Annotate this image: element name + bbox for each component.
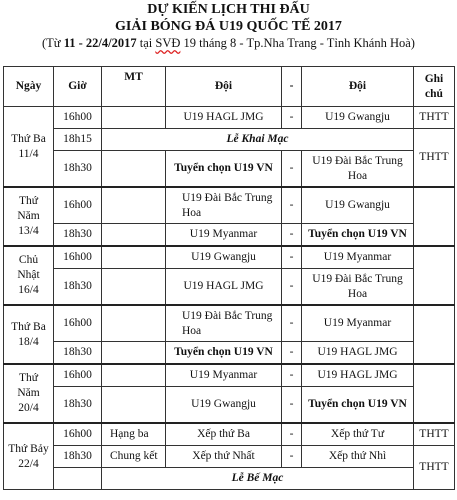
mt-cell: Hạng ba — [102, 423, 166, 446]
date-range: 11 - 22/4/2017 — [63, 36, 137, 50]
team1-cell: U19 Gwangju — [166, 246, 282, 269]
sep-cell: - — [282, 224, 302, 247]
team1-cell: Tuyển chọn U19 VN — [166, 342, 282, 365]
team2-cell: Xếp thứ Tư — [302, 423, 414, 446]
team1-cell: U19 Đài Bắc Trung Hoa — [166, 305, 282, 342]
team1-cell: U19 Gwangju — [166, 387, 282, 424]
day-cell: Thứ Năm 13/4 — [4, 187, 54, 246]
table-row — [4, 246, 455, 269]
time-cell: 16h00 — [54, 107, 102, 129]
time-cell: 18h30 — [54, 269, 102, 306]
team2-cell: Xếp thứ Nhì — [302, 446, 414, 468]
team1-cell: U19 Đài Bắc Trung Hoa — [166, 187, 282, 224]
team1-cell: U19 HAGL JMG — [166, 269, 282, 306]
col-time: Giờ — [54, 67, 102, 107]
team2-cell: U19 HAGL JMG — [302, 342, 414, 365]
time-cell: 18h15 — [54, 129, 102, 151]
day-cell: Thứ Ba 11/4 — [4, 107, 54, 188]
table-row — [4, 129, 455, 151]
time-cell: 18h30 — [54, 224, 102, 247]
team2-cell: Tuyển chọn U19 VN — [302, 224, 414, 247]
table-row — [4, 107, 455, 129]
time-cell: 18h30 — [54, 446, 102, 468]
team1-cell: U19 Myanmar — [166, 364, 282, 387]
team1-cell: U19 HAGL JMG — [166, 107, 282, 129]
team2-cell: U19 Đài Bắc Trung Hoa — [302, 269, 414, 306]
team1-cell: Xếp thứ Nhất — [166, 446, 282, 468]
time-cell: 16h00 — [54, 423, 102, 446]
date-venue-line — [0, 35, 457, 51]
team2-cell: U19 Gwangju — [302, 187, 414, 224]
mt-cell — [102, 342, 166, 365]
table-row — [4, 187, 455, 224]
sep-cell: - — [282, 387, 302, 424]
note-cell — [414, 246, 455, 305]
time-cell: 18h30 — [54, 342, 102, 365]
note-cell: THTT — [414, 423, 455, 446]
tournament-title: GIẢI BÓNG ĐÁ U19 QUỐC TẾ 2017 — [115, 19, 342, 34]
table-row — [4, 342, 455, 365]
time-cell — [54, 468, 102, 490]
day-cell: Thứ Năm 20/4 — [4, 364, 54, 423]
mt-cell: Chung kết — [102, 446, 166, 468]
team2-cell: U19 Myanmar — [302, 305, 414, 342]
mt-cell — [102, 387, 166, 424]
sep-cell: - — [282, 151, 302, 188]
header-row — [4, 67, 455, 107]
table-row — [4, 423, 455, 446]
time-cell: 18h30 — [54, 151, 102, 188]
team2-cell: U19 Đài Bắc Trung Hoa — [302, 151, 414, 188]
sep-cell: - — [282, 107, 302, 129]
team1-cell: Xếp thứ Ba — [166, 423, 282, 446]
sep-cell: - — [282, 305, 302, 342]
date-venue-mid: tại — [136, 36, 156, 50]
note-cell: THTT — [414, 129, 455, 188]
closing-ceremony-cell: Lễ Bế Mạc — [102, 468, 414, 490]
mt-cell — [102, 269, 166, 306]
table-row — [4, 224, 455, 247]
mt-cell — [102, 364, 166, 387]
day-cell: Chủ Nhật 16/4 — [4, 246, 54, 305]
schedule-table — [3, 66, 455, 490]
document-title: DỰ KIẾN LỊCH THI ĐẤU — [147, 2, 310, 17]
table-row — [4, 305, 455, 342]
table-row — [4, 446, 455, 468]
note-cell: THTT — [414, 107, 455, 129]
sep-cell: - — [282, 342, 302, 365]
sep-cell: - — [282, 187, 302, 224]
note-cell — [414, 364, 455, 423]
table-row — [4, 387, 455, 424]
note-cell — [414, 187, 455, 246]
sep-cell: - — [282, 446, 302, 468]
time-cell: 16h00 — [54, 187, 102, 224]
col-sep: - — [282, 67, 302, 107]
note-cell — [414, 305, 455, 364]
col-note: Ghi chú — [414, 67, 455, 107]
table-row — [4, 269, 455, 306]
col-mt: MT — [102, 67, 166, 107]
team2-cell: U19 Gwangju — [302, 107, 414, 129]
col-team1: Đội — [166, 67, 282, 107]
col-team2: Đội — [302, 67, 414, 107]
time-cell: 16h00 — [54, 246, 102, 269]
sep-cell: - — [282, 269, 302, 306]
col-date: Ngày — [4, 67, 54, 107]
day-cell: Thứ Ba 18/4 — [4, 305, 54, 364]
mt-cell — [102, 246, 166, 269]
day-cell: Thứ Bảy 22/4 — [4, 423, 54, 490]
table-row — [4, 151, 455, 188]
team2-cell: U19 Myanmar — [302, 246, 414, 269]
team2-cell: U19 HAGL JMG — [302, 364, 414, 387]
team1-cell: U19 Myanmar — [166, 224, 282, 247]
date-venue-prefix: (Từ — [42, 36, 64, 50]
mt-cell — [102, 187, 166, 224]
table-row — [4, 364, 455, 387]
team2-cell: Tuyển chọn U19 VN — [302, 387, 414, 424]
time-cell: 18h30 — [54, 387, 102, 424]
stadium-abbrev: SVĐ — [155, 36, 181, 50]
mt-cell — [102, 107, 166, 129]
time-cell: 16h00 — [54, 364, 102, 387]
note-cell: THTT — [414, 446, 455, 490]
time-cell: 16h00 — [54, 305, 102, 342]
venue-text: 19 tháng 8 - Tp.Nha Trang - Tỉnh Khánh Hoà) — [180, 36, 415, 50]
opening-ceremony-cell: Lễ Khai Mạc — [102, 129, 414, 151]
sep-cell: - — [282, 246, 302, 269]
team1-cell: Tuyển chọn U19 VN — [166, 151, 282, 188]
mt-cell — [102, 151, 166, 188]
table-row — [4, 468, 455, 490]
mt-cell — [102, 305, 166, 342]
sep-cell: - — [282, 364, 302, 387]
sep-cell: - — [282, 423, 302, 446]
mt-cell — [102, 224, 166, 247]
